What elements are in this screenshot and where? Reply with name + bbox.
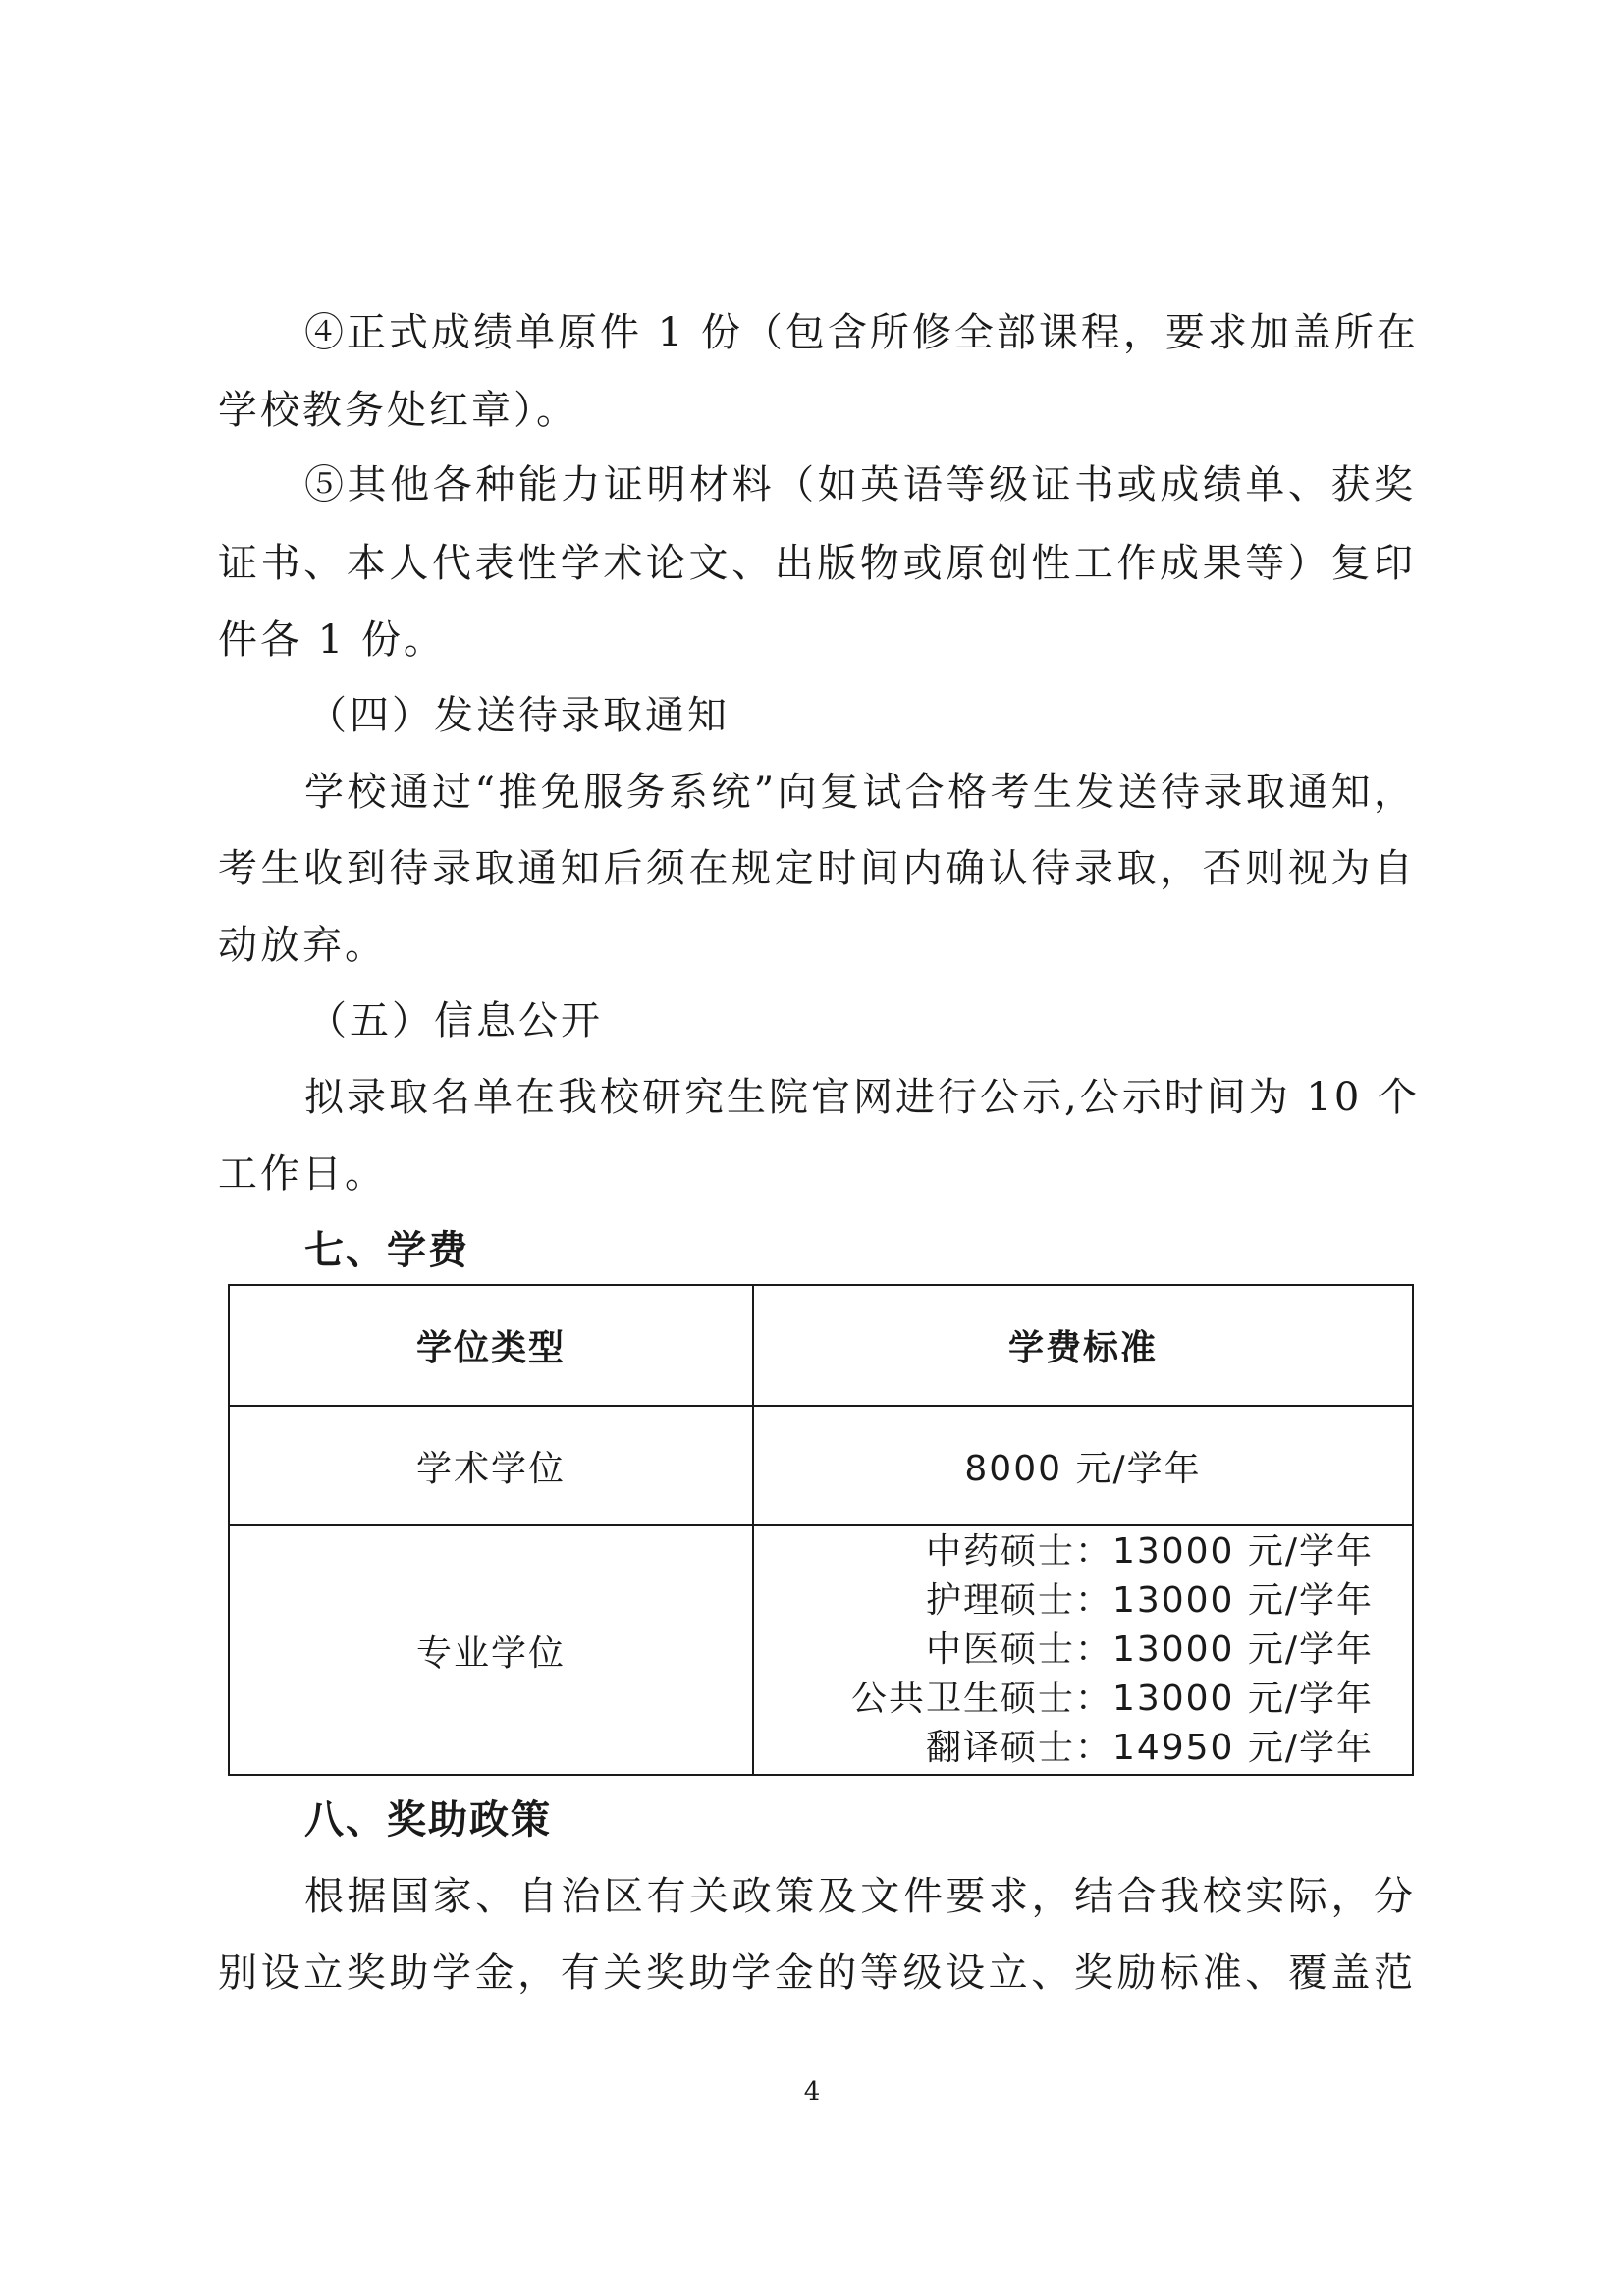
- section5-line2: 工作日。: [218, 1151, 387, 1197]
- professional-degree-label: 专业学位: [229, 1525, 753, 1775]
- list-item: 中医硕士：13000 元/学年: [925, 1629, 1375, 1670]
- item5-line2: 证书、本人代表性学术论文、出版物或原创性工作成果等）复印: [218, 541, 1416, 586]
- section5-line1: 拟录取名单在我校研究生院官网进行公示,公示时间为 10 个: [304, 1075, 1421, 1120]
- scholarship-heading: 八、奖助政策: [304, 1797, 552, 1842]
- item4-line1: ④正式成绩单原件 1 份（包含所修全部课程，要求加盖所在: [304, 310, 1419, 355]
- scholarship-line2: 别设立奖助学金，有关奖助学金的等级设立、奖励标准、覆盖范: [218, 1950, 1416, 1996]
- list-item: 护理硕士：13000 元/学年: [925, 1580, 1375, 1621]
- item5-line1: ⑤其他各种能力证明材料（如英语等级证书或成绩单、获奖: [304, 462, 1416, 507]
- list-item: 翻译硕士：14950 元/学年: [925, 1728, 1375, 1768]
- table-row: [229, 1406, 1413, 1525]
- page-number: 4: [803, 2077, 821, 2107]
- table-header-row: [229, 1285, 1413, 1406]
- scholarship-line1: 根据国家、自治区有关政策及文件要求，结合我校实际，分: [304, 1874, 1416, 1919]
- academic-degree-label: 学术学位: [229, 1406, 753, 1525]
- item4-line2: 学校教务处红章）。: [218, 388, 578, 433]
- tuition-table: [228, 1284, 1414, 1776]
- header-degree-type: 学位类型: [229, 1285, 753, 1406]
- section4-line3: 动放弃。: [218, 923, 387, 968]
- section4-line1: 学校通过“推免服务系统”向复试合格考生发送待录取通知，: [304, 770, 1416, 815]
- section4-line2: 考生收到待录取通知后须在规定时间内确认待录取，否则视为自: [218, 846, 1416, 891]
- list-item: 公共卫生硕士：13000 元/学年: [850, 1679, 1375, 1719]
- academic-degree-fee: 8000 元/学年: [753, 1406, 1413, 1525]
- header-fee-standard: 学费标准: [753, 1285, 1413, 1406]
- item5-line3: 件各 1 份。: [218, 617, 446, 663]
- section4-title: （四）发送待录取通知: [307, 693, 730, 738]
- professional-fee-cell: [753, 1525, 1413, 1775]
- tuition-heading: 七、学费: [304, 1228, 469, 1273]
- section5-title: （五）信息公开: [307, 998, 603, 1043]
- list-item: 中药硕士：13000 元/学年: [925, 1531, 1375, 1572]
- professional-fee-list: [851, 1527, 1374, 1773]
- table-row: [229, 1525, 1413, 1775]
